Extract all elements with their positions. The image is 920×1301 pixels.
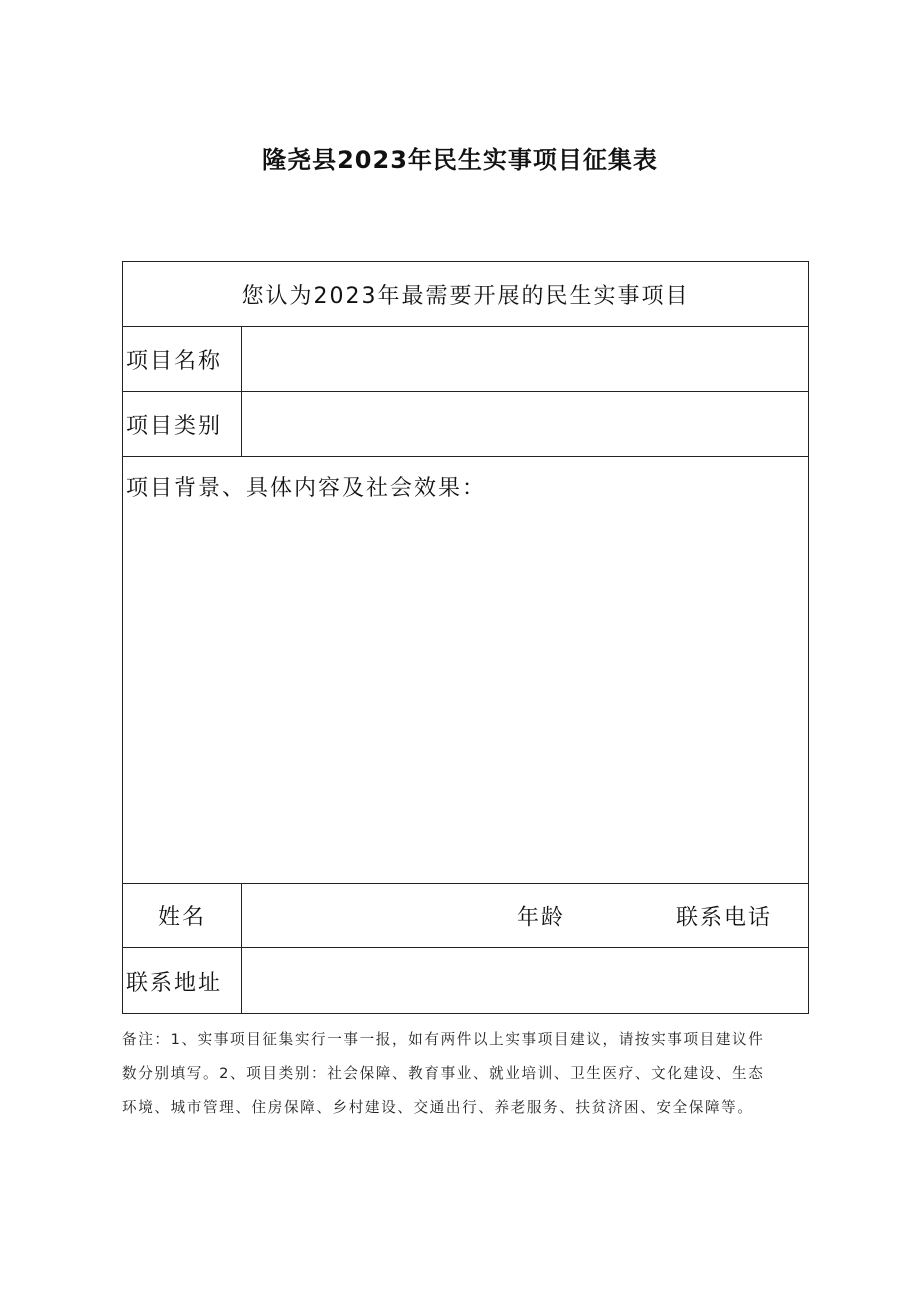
address-label: 联系地址 — [123, 948, 242, 1014]
project-background-row[interactable] — [123, 457, 808, 884]
name-age-phone-field[interactable] — [242, 884, 808, 947]
name-label: 姓名 — [123, 884, 242, 947]
footnote — [122, 1023, 812, 1125]
project-name-field[interactable] — [242, 327, 808, 391]
contact-info-row — [123, 884, 808, 948]
project-category-row — [123, 392, 808, 457]
address-row — [123, 948, 808, 1014]
footnote-line: 环境、城市管理、住房保障、乡村建设、交通出行、养老服务、扶贫济困、安全保障等。 — [122, 1099, 754, 1116]
project-category-label: 项目类别 — [123, 392, 242, 456]
address-field[interactable] — [242, 948, 808, 1014]
footnote-line: 备注：1、实事项目征集实行一事一报，如有两件以上实事项目建议，请按实事项目建议件 — [122, 1031, 765, 1048]
project-name-row — [123, 327, 808, 392]
form-header: 您认为2023年最需要开展的民生实事项目 — [241, 283, 690, 309]
form-header-row — [123, 262, 808, 327]
phone-label: 联系电话 — [676, 905, 773, 930]
document-title: 隆尧县2023年民生实事项目征集表 — [262, 146, 658, 174]
footnote-line: 数分别填写。2、项目类别：社会保障、教育事业、就业培训、卫生医疗、文化建设、生态 — [122, 1065, 765, 1082]
age-label: 年龄 — [517, 905, 566, 930]
project-category-field[interactable] — [242, 392, 808, 456]
project-name-label: 项目名称 — [123, 327, 242, 391]
survey-form-table — [122, 261, 809, 1014]
project-background-label: 项目背景、具体内容及社会效果： — [126, 476, 487, 501]
